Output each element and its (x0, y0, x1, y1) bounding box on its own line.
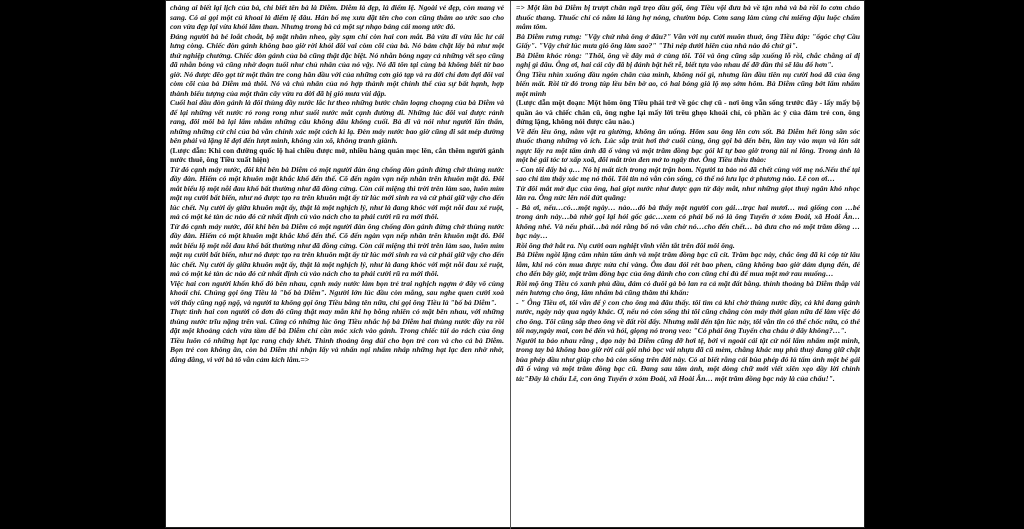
left-column-paragraph: Đáng người bà bé loắt choắt, bộ mặt nhăn nheo, gầy sạm chỉ còn hai con mắt. Bà vừa đi vừa lắc lư cái lưng còng. Chiếc đòn gánh không bao giờ rời khỏi đôi vai còm cõi của bà. Nó bám chặt lấy bà như một thứ nghiệp chướng. Chiếc đòn gánh của bà cũng thật đặc biệt. Nó nhẵn bóng ngay cả những vết sẹo cũng đã nhẵn bóng và cũng nhờ đoạn tuổi như chủ nhân của nó vậy. Nó đã tôn tại cùng bà không biết từ bao giờ. Nó được đẽo gọt từ một thân tre cong hăn đầu với của những cơn gió tạp và ra đời chỉ đơn đợi đôi vai còm cõi của bà Diễm mà thôi. Nó và chủ nhân của nó hợp thành một chỉnh thể của sự bất hạnh, hợp thành biểu tượng của một thân cây vừa ra đời đã bị gió mưa vùi dập. (170, 31, 504, 98)
left-column-paragraph: Từ đó cạnh máy nước, đôi khi bên bà Diễm có một người đàn ông chống đòn gánh đứng chờ thùng nước đầy đàn. Hiếm có một khuôn mặt khắc khổ đến thế. Cô đến ngàn vạn nếp nhăn trên khuôn mặt đó. Đôi mắt biểu lộ một nỗi đau khổ bất thường như đã đồng cứng. Còn cái miệng thì trời trên làm sao, luôn mím mặt nụ cười bất biến, như nó được tạo ra trên khuôn mặt ấy từ lúc mới sinh ra và cứ phải giữ vậy cho đến lúc chết. Nụ cười ấy giữa khuôn mặt ấy, thật là một nghịch lý, như là đang khóc với một nỗi đau xé ruột, mà có một kẻ tàn ác nào đó cứ nhất định cù vào nách cho ta phải cười rũ ra mới thôi. (170, 221, 504, 278)
right-column-paragraph: Rồi mộ ông Tiều có xanh phủ đầu, đám cỏ đuôi gà bò lan ra cả mặt đất bằng. thỉnh thoảng bà Diễm thắp vài nén hương cho ông, lâm nhẩm bà cũng thăm thì khấn: (516, 278, 860, 297)
right-column-paragraph: - Con tôi đấy bà ạ… Nó bị mất tích trong một trận bom. Người ta bảo nó đã chết cùng với mẹ nó.Nếu thế tại sao chỉ tìm thấy xác mẹ nó thôi. Tôi tin nó vẫn còn sống, có thể nó lưu lạc ở phương nào. Lê con ơi… (516, 164, 860, 183)
column-divider (510, 1, 511, 529)
right-column-paragraph: Người ta bảo nhau rằng , dạo này bà Diễm cũng đỡ hơi tệ, bởi vì ngoài cái tật cứ nói lẩm nhẩm một mình, trong tay bà không bao giờ rời cái gói nhỏ bọc vải nhựa đã cũ mèm, chẳng khác mụ phù thuỷ đang giữ chặt bùa phép đầu như giúp cho bà còn sống trên đời này. Có ai biết rằng cái bùa phép đó là tấm ảnh một bé gái đã ố vàng và một trăm đồng bạc cũ. Đang sau tâm ảnh, một dòng chữ mới viết xiên xẹo đầy lời chỉnh tả:"Đây là chấu Lê, con ông Tuyển ở xóm Đoài, xã Hoài Ân… một trăm đồng bạc này là của chấu!". (516, 335, 860, 383)
document-page (165, 0, 865, 528)
right-column-paragraph: Về đến lều ông, nằm vật ra giường, không ăn uống. Hôm sau ông lên cơn sốt. Bà Diễm hết lòng săn sóc thuốc thang những vô ích. Lúc sắp trút hơi thở cuối cùng, ông gọi bà đến bên, lần tay vào mụn và lôn sát ngực lấy ra một tấm ảnh đã ố vàng và một trăm đồng bạc gói kĩ tự bao giờ trong túi ni lông. Trong ảnh là một bé gái tóc tơ xấp xoã, đôi mắt tròn đen mở to ngây thơ. Ông Tiều thều thào: (516, 126, 860, 164)
left-text-column (170, 3, 504, 525)
left-column-paragraph: Từ đó cạnh máy nước, đôi khi bên bà Diễm có một người đàn ông chống đòn gánh đứng chờ thùng nước đầy đàn. Hiếm có một khuôn mặt khắc khổ đến thế. Cô đến ngàn vạn nếp nhăn trên khuôn mặt đó. Đôi mắt biểu lộ một nỗi đau khổ bất thường như đã đồng cứng. Còn cái miệng thì trời trên làm sao, luôn mím mặt nụ cười bất biến, như nó được tạo ra trên khuôn mặt ấy từ lúc mới sinh ra và cứ phải giữ vậy cho đến lúc chết. Nụ cười ấy giữa khuôn mặt ấy, thật là một nghịch lý, như là đang khóc với một nỗi đau xé ruột, mà có một kẻ tàn ác nào đó cứ nhất định cù vào nách cho ta phải cười rũ ra mới thôi. (170, 164, 504, 221)
left-column-paragraph: (Lược dẫn: Khi con đường quốc lộ hai chiều được mở, nhiều hàng quán mọc lên, cắn thêm người gánh nước thuê, ông Tiều xuất hiện) (170, 145, 504, 164)
right-column-paragraph: Bà Diễm rưng rưng: "Vậy chứ nhà ông ở đâu?" Vẫn với nụ cười muôn thuở, ông Tiều đáp: "ốgóc chợ Cầu Giấy". "Vậy chứ lúc mưa gió ông làm sao?" "Thì nép dưới hiên của nhà nào đó chứ gì". (516, 31, 860, 50)
right-column-paragraph: => Một lần bà Diễm bị trượt chân ngã trẹo đầu gối, ông Tiều vội đưa bà về tận nhà và bà rồi lo cơm cháo thuốc thang. Thuốc chỉ có nắm lá làng hợ nóng, chườm bóp. Cơm sang làm cùng chỉ miếng đậu luộc chấm mắm tôm. (516, 3, 860, 31)
right-column-paragraph: Bà Diễm khóc ròng: "Thôi, ông về đây mà ở cùng tôi. Tôi và ông cũng sắp xuống lỗ rồi, chắc chẳng ai dị nghị gì đâu. Ông ơi, hai cái cây đã bị đánh bật hết rễ, biết tựa vào nhau để đỡ đần thì sẽ lâu đổ hơn". (516, 50, 860, 69)
right-column-paragraph: Từ đôi mắt mờ đục của ông, hai giọt nước như được gạn từ đáy mắt, như những giọt thuỷ ngân khó nhọc lăn ra. Ông nức lên nói đứt quãng: (516, 183, 860, 202)
left-column-paragraph: chàng ai biết lại lịch của bà, chỉ biết tên bà là Diễm. Diễm là đẹp, là điểm lệ. Ngoài vẻ đẹp, còn mang vẻ sang. Có ai gọi một cú khoai là điểm lệ đâu. Hán bố mẹ xưa đặt tên cho con cũng thâm ao ước sao cho con vừa đẹp lại vừa khỏi lâm than. Nhưng trong bà cả một sự nhạo báng cái mong ước đó. (170, 3, 504, 31)
right-column-paragraph: - Bà ơi, nếu…có…một ngày… nào…đó bà thấy một người con gái…trạc hai mươi… má giống con …bé trong ảnh này…bà nhờ gọi lại hỏi gốc gác…xem có phải bố nó là ông Tuyển ở xóm Đoài, xã Hoài Ân…không nhé. Và nếu phải…bà nói rằng bố nó vẫn chờ nó…cho đến chết… bà đưa cho nó một trăm đồng …bạc này… (516, 202, 860, 240)
right-text-column (516, 3, 860, 525)
right-column-paragraph: (Lược dẫn một đoạn: Một hôm ông Tiều phải trở về góc chợ cũ - nơi ông vẫn sống trước đây - lấy mấy bộ quần áo và chiếc chăn cũ, ông nghe lại mấy lời trêu ghẹo khoái chí, có phần ác ý của đám trẻ con, ông đứng lặng, không nói được câu nào.) (516, 98, 860, 126)
right-column-paragraph: - " Ông Tiều ơi, tôi vẫn để ý con cho ông mà đâu thấy. tôi tìm cả khi chờ thùng nước đầy, cả khi đang gánh nước, ngày này qua ngày khác. Ơ, nếu nó còn sống thì tôi cũng chẳng còn máy thời gian nữa để làm việc đó cho ông. Tôi cũng sắp theo ông về đất rồi đấy. Nhưng mãi đến tận lúc này, tôi vẫn tin có thể chốc nữa, có thể tối nay,ngày mai, con bé đến và hỏi, giọng nó trong veo: "Có phải ông Tuyển cha cháu ở đây không?…". (516, 297, 860, 335)
right-column-paragraph: Ông Tiều nhìn xuống đầu ngón chân của mình, không nói gì, nhưng lần đầu tiên nụ cười hoá đã của ông biến mất. Rồi từ đó trong túp lều bên bờ ao, có hai bóng già lộ mọ sớm hôm. Bà Diễm cũng bớt lẩm nhẩm một mình (516, 69, 860, 98)
left-column-paragraph: Việc hai con người khốn khổ đó bên nhau, cạnh máy nước làm bọn trẻ trai nghịch ngợm ở đây vô cùng khoái chí. Chúng gọi ông Tiều là "bố bà Diễm". Người lớn lúc đầu còn mắng, sau nghe quen cười xoà với thấy cũng ngộ ngộ, và người ta không gọi ông Tiều bằng tên nữa, chỉ gọi ông Tiều là "bố bà Diễm". (170, 278, 504, 307)
right-column-paragraph: Bà Diễm ngồi lặng câm nhìn tấm ảnh và một trăm đồng bạc cũ cít. Trăm bạc này, chắc ông đã kì cóp từ lâu lắm, khi nó còn mua được nửa chỉ vàng. Ôm đau đói rét bao phen, cũng không bao giờ dám dụng đến, để cho đến bây giờ, một trăm đồng bạc của ông dành cho con cũng chỉ đủ để mua một mớ rau muống… (516, 250, 860, 278)
left-column-paragraph: Thực tình hai con người cô đơn đó cũng thật may mắn khi họ bỗng nhiên có mặt bên nhau, với những thùng nước trĩu nặng trên vai. Cũng có những lúc ông Tiều nhắc hộ bà Diễm hai thùng nước đầy ra rồi đặt một khoảng cách vừa tầm để bà Diễm chỉ cần móc xích vào gánh. Trong chiếc túi áo rách của ông Tiều luôn có những hạt lạc rang cháy khét. Thình thoảng ông dúi cho bọn trẻ con và cho cả bà Diễm. Bọn trẻ con không ăn, còn bà Diễm thì nhận lấy và nhấn nại nhấm nháp những hạt lạc đen nhờ nhờ, đắng đẳng, vì với bà tô vẫn cảm kích lắm.=> (170, 307, 504, 364)
left-column-paragraph: Cuối hai đầu đòn gánh là đôi thùng đầy nước lắc lư theo những bước chân loạng choạng của bà Diễm và để lại những vết nước rỏ rong rong như suối nước mắt cạnh đường đi. Những lúc đôi vai được rảnh rang, đôi môi bà lại lẩm nhẩm những câu không đâu không cuối. Bà đi và nói như người lẩn thẩn, những những cứ chi của bà vẫn chính xác một cách kì lạ. Đèn máy nước bao giờ cũng đi sát mép đường bên phải và lặng lẽ đợi đến lượt mình, không xìn xô, không tranh giành. (170, 98, 504, 145)
right-column-paragraph: Rồi ông thở hắt ra. Nụ cười oan nghiệt vĩnh viễn tắt trên đôi môi ông. (516, 240, 735, 250)
